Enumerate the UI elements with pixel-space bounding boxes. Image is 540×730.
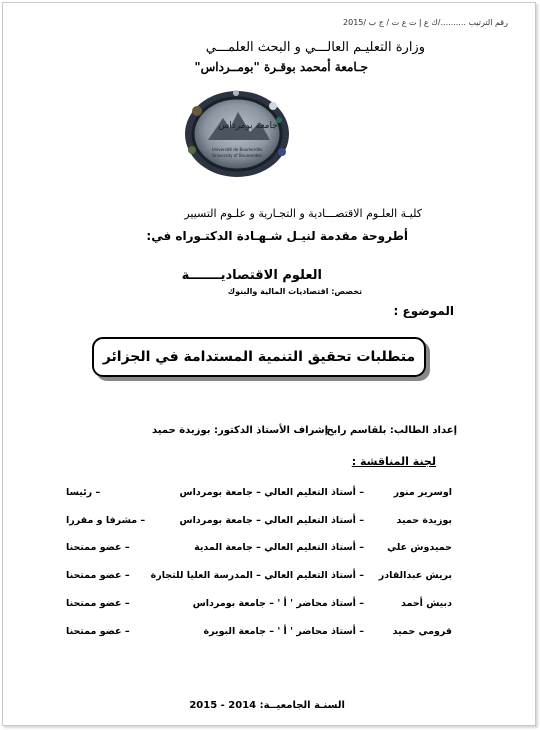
member-role: – عضو ممتحنا	[66, 626, 130, 637]
member-role: – رئيسا	[66, 487, 101, 498]
university-seal-icon	[178, 88, 296, 180]
member-name: دبيش أحمد	[400, 598, 452, 609]
member-name: بوزيدة حميد	[396, 515, 452, 526]
ministry-name: وزارة التعليـم العالـــي و البحث العلمـــي	[205, 40, 425, 55]
committee-member	[66, 515, 452, 531]
thesis-title: متطلبات تحقيق التنمية المستدامة في الجزائر	[102, 349, 416, 365]
member-role: – عضو ممتحنا	[66, 542, 130, 553]
member-title: – أستاذ التعليم العالي – جامعة بومرداس	[179, 487, 364, 498]
subject-label: الموضوع :	[393, 304, 454, 318]
thesis-label: أطروحة مقدمة لنيـل شـهـادة الدكتـوراه في:	[146, 229, 408, 243]
faculty-name: كليـة العلـوم الاقتصـــادية و التجـارية و علـوم التسيير	[184, 207, 422, 220]
logo-english-text: University of Boumerdes	[212, 153, 262, 158]
member-title: – أستاذ التعليم العالي – المدرسة العليا للتجارة	[150, 570, 364, 581]
member-role: – عضو ممتحنا	[66, 598, 130, 609]
member-title: – أستاذ التعليم العالي – جامعة المدية	[194, 542, 364, 553]
member-title: – أستاذ محاضر ' أ ' – جامعة بومرداس	[192, 598, 364, 609]
member-role: – عضو ممتحنا	[66, 570, 130, 581]
field-of-study: العلوم الاقتصاديـــــــة	[181, 268, 322, 283]
academic-year: السنـة الجامعيــة: 2014 - 2015	[189, 700, 345, 711]
member-name: حميدوش علي	[387, 542, 452, 553]
logo-french-text: Université de Boumerdès	[211, 147, 263, 152]
committee-member	[66, 626, 452, 642]
member-title: – أستاذ محاضر ' أ ' – جامعة البويرة	[203, 626, 364, 637]
logo-arabic-text: جامعة بومرداس	[218, 121, 278, 131]
member-role: – مشرفا و مقررا	[66, 515, 146, 526]
student-name: إعداد الطالب: بلقاسم رابح	[326, 425, 457, 436]
member-name: بريش عبدالقادر	[378, 570, 452, 581]
committee-member	[66, 487, 452, 503]
reference-number: رقم الترتيب ........../ك ع إ ت ع ت / ج ب /2015	[343, 18, 508, 27]
committee-member	[66, 542, 452, 558]
member-name: قرومي حميد	[392, 626, 452, 637]
specialty: تخصص: اقتصاديات المالية والبنوك	[227, 287, 362, 296]
committee-member	[66, 570, 452, 586]
committee-member	[66, 598, 452, 614]
supervisor-name: إشراف الأستاذ الدكتور: بوزيدة حميد	[152, 425, 328, 436]
member-name: اوسرير منور	[393, 487, 452, 498]
committee-label: لجنة المناقشة :	[351, 455, 436, 468]
thesis-title-box	[92, 337, 426, 377]
member-title: – أستاذ التعليم العالي – جامعة بومرداس	[179, 515, 364, 526]
university-name: جـامعة أمحمد بوقـرة "بومــرداس"	[194, 60, 368, 74]
